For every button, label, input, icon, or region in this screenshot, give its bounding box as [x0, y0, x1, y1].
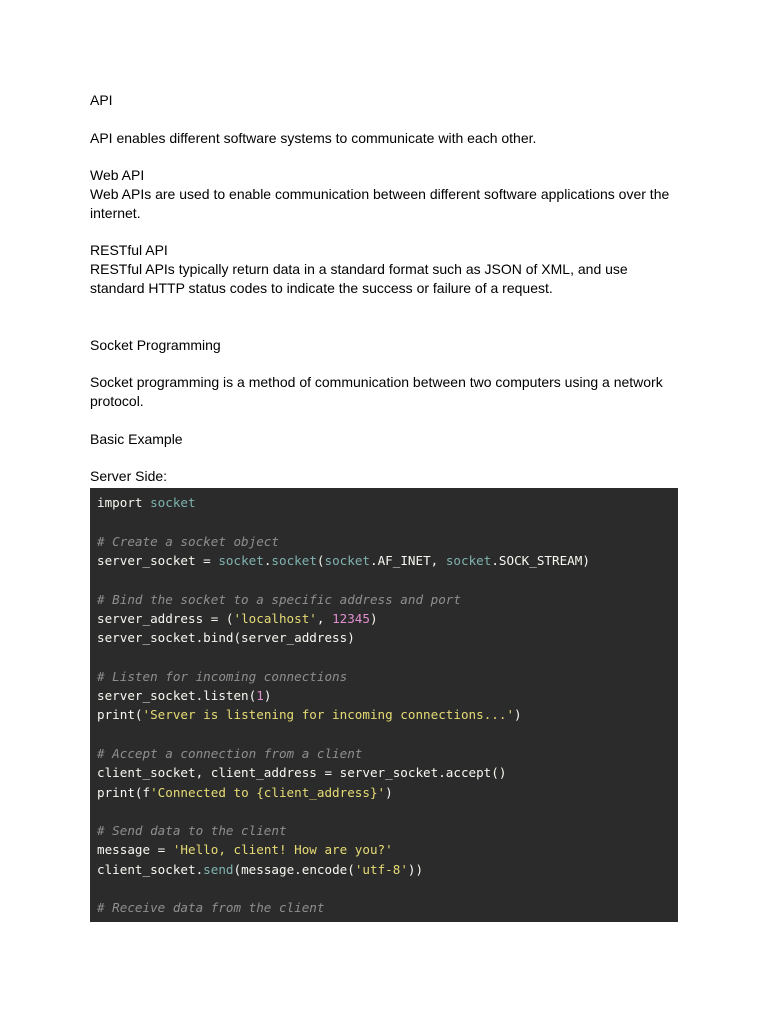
code-line — [97, 783, 393, 802]
code-token: import — [97, 495, 151, 510]
code-line — [97, 609, 378, 628]
code-token: 'Connected to {client_address}' — [150, 784, 386, 800]
heading-api: API — [90, 92, 113, 108]
code-token: # Create a socket object — [97, 533, 279, 549]
code-token: server_address = ( — [97, 610, 234, 626]
code-token: )) — [407, 861, 424, 877]
restful-api-description: RESTful APIs typically return data in a standard format such as JSON of XML, and use standard HTTP status codes to indicate the success or failure of a request. — [90, 261, 628, 296]
code-token: # Accept a connection from a client — [97, 745, 363, 761]
code-token: # Listen for incoming connections — [97, 668, 348, 684]
code-token: ( — [316, 552, 325, 568]
code-token: socket — [445, 552, 492, 568]
code-line — [97, 493, 196, 512]
code-token: 12345 — [332, 610, 370, 626]
code-token: ) — [263, 688, 272, 703]
code-line — [97, 686, 271, 705]
code-token: (message.encode( — [233, 861, 355, 877]
heading-socket-programming: Socket Programming — [90, 337, 221, 353]
api-description: API enables different software systems to communicate with each other. — [90, 130, 537, 146]
code-line — [97, 744, 362, 763]
code-token: 'localhost' — [233, 610, 317, 626]
code-token: 1 — [256, 688, 264, 703]
code-line — [97, 628, 355, 647]
code-token: client_socket, client_address = server_socket.accept() — [97, 765, 507, 781]
code-token: print( — [97, 707, 143, 723]
code-token: ) — [514, 707, 522, 723]
code-line — [97, 821, 287, 840]
code-line — [97, 667, 347, 686]
code-token: message = — [97, 842, 173, 858]
server-side-label: Server Side: — [90, 468, 168, 484]
code-token: 'Server is listening for incoming connections...' — [142, 707, 515, 723]
code-token: .SOCK_STREAM) — [491, 552, 590, 568]
code-token: socket — [218, 552, 264, 568]
web-api-description: Web APIs are used to enable communication between different software applications over the internet. — [90, 186, 670, 221]
code-token: # Bind the socket to a specific address and port — [97, 591, 461, 607]
code-line — [97, 551, 590, 570]
code-token: send — [203, 861, 234, 877]
code-token: 'Hello, client! How are you?' — [172, 842, 393, 858]
code-token: . — [263, 552, 272, 568]
code-token: print(f — [97, 784, 151, 800]
socket-programming-description: Socket programming is a method of communication between two computers using a network protocol. — [90, 374, 663, 409]
code-token: socket — [271, 552, 317, 568]
code-token: server_socket.bind(server_address) — [97, 630, 355, 646]
heading-basic-example: Basic Example — [90, 431, 183, 447]
code-token: client_socket. — [97, 861, 204, 877]
code-block — [90, 488, 678, 922]
code-line — [97, 840, 393, 859]
code-line — [97, 532, 279, 551]
code-token: 'utf-8' — [354, 861, 408, 877]
code-token: socket — [150, 495, 196, 510]
code-line — [97, 590, 461, 609]
code-token: , — [316, 610, 333, 626]
code-token: ) — [369, 610, 378, 626]
code-line — [97, 763, 506, 782]
code-token: # Send data to the client — [97, 823, 287, 839]
code-token: server_socket.listen( — [97, 688, 257, 703]
heading-restful-api: RESTful API — [90, 242, 168, 258]
code-token: socket — [324, 552, 371, 568]
code-line — [97, 898, 324, 917]
code-line — [97, 860, 423, 879]
code-token: .AF_INET, — [370, 552, 446, 568]
code-token: ) — [385, 784, 393, 800]
code-token: server_socket = — [97, 552, 219, 568]
heading-web-api: Web API — [90, 167, 145, 183]
code-token: # Receive data from the client — [97, 900, 325, 916]
code-line — [97, 705, 522, 724]
